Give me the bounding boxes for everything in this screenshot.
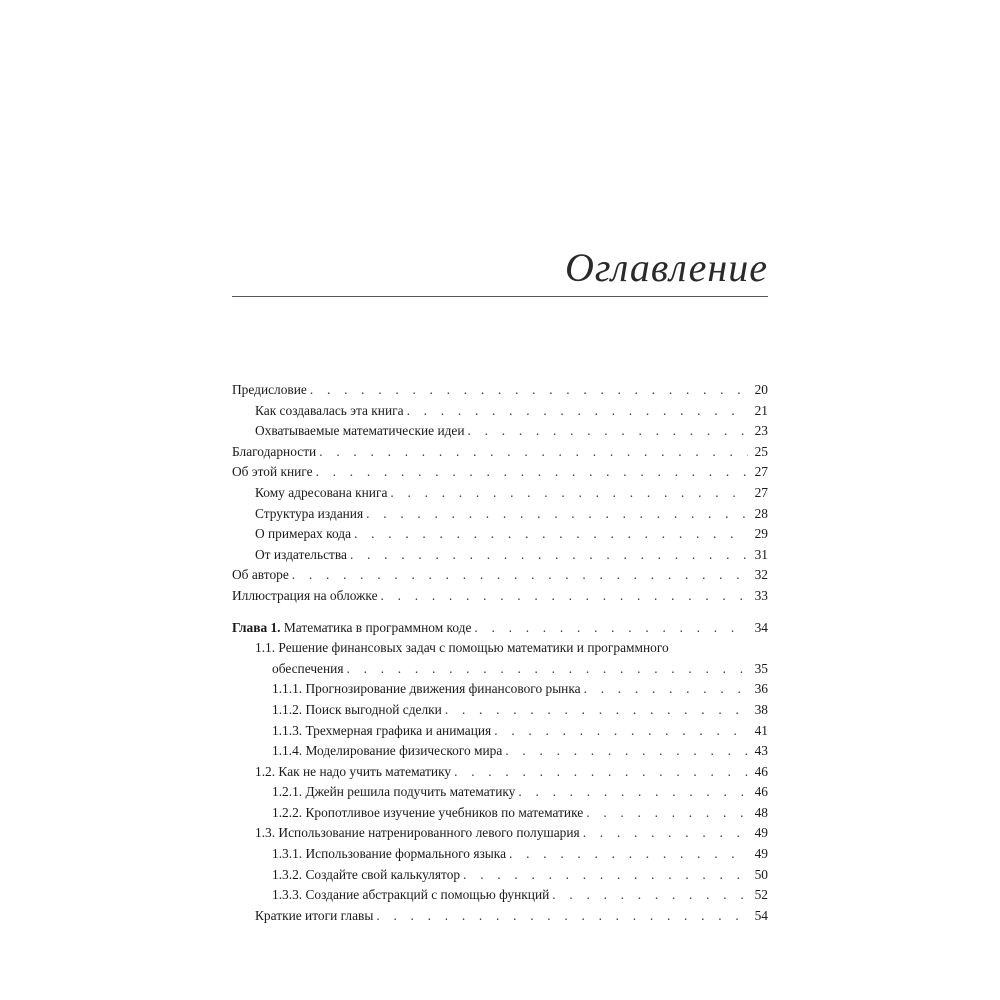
leader-dots [292, 565, 748, 586]
toc-entry[interactable] [232, 504, 768, 525]
toc-entry[interactable] [232, 782, 768, 803]
toc-page-number: 28 [754, 505, 768, 521]
leader-dots [354, 524, 748, 545]
toc-entry[interactable] [232, 483, 768, 504]
toc-entry[interactable] [232, 442, 768, 463]
leader-dots [445, 700, 748, 721]
leader-dots [505, 741, 748, 762]
toc-page [232, 0, 768, 1000]
toc-entry[interactable] [232, 762, 768, 783]
toc-entry-label: Об авторе [232, 567, 289, 583]
toc-entry[interactable] [232, 565, 768, 586]
toc-page-number: 46 [754, 763, 768, 779]
leader-dots [376, 906, 748, 927]
toc-page-number: 52 [754, 887, 768, 903]
toc-entry-label: 1.1.1. Прогнозирование движения финансового рынка [272, 681, 581, 697]
toc-entry-label: 1.1.2. Поиск выгодной сделки [272, 701, 442, 717]
toc-entry[interactable] [232, 586, 768, 607]
leader-dots [463, 865, 748, 886]
toc-entry[interactable] [232, 823, 768, 844]
table-of-contents [232, 380, 768, 926]
toc-entry-label: Кому адресована книга [255, 484, 388, 500]
toc-entry-label: О примерах кода [255, 526, 352, 542]
toc-entry[interactable] [232, 679, 768, 700]
toc-entry-label: Об этой книге [232, 464, 313, 480]
toc-page-number: 27 [754, 464, 768, 480]
toc-entry[interactable] [232, 906, 768, 927]
toc-page-number: 48 [754, 804, 768, 820]
toc-page-number: 21 [754, 402, 768, 418]
leader-dots [518, 782, 748, 803]
toc-page-number: 33 [754, 587, 768, 603]
toc-entry-label: 1.3.3. Создание абстракций с помощью функций [272, 887, 550, 903]
toc-entry[interactable] [232, 885, 768, 906]
page-title: Оглавление [564, 245, 768, 290]
toc-page-number: 49 [754, 825, 768, 841]
toc-page-number: 31 [754, 546, 768, 562]
toc-entry[interactable] [232, 741, 768, 762]
leader-dots [347, 659, 749, 680]
toc-entry[interactable] [232, 462, 768, 483]
toc-entry-label: 1.2. Как не надо учить математику [255, 763, 452, 779]
toc-entry-label [232, 618, 471, 639]
toc-entry[interactable] [232, 401, 768, 422]
chapter-prefix: Глава 1. [232, 619, 281, 635]
toc-entry-label: От издательства [255, 546, 347, 562]
toc-entry-label: 1.1.4. Моделирование физического мира [272, 743, 503, 759]
toc-entry[interactable] [232, 865, 768, 886]
leader-dots [390, 483, 748, 504]
toc-entry[interactable] [232, 803, 768, 824]
toc-page-number: 49 [754, 846, 768, 862]
toc-entry-label: 1.2.2. Кропотливое изучение учебников по математике [272, 804, 584, 820]
toc-page-number: 32 [754, 567, 768, 583]
leader-dots [319, 442, 748, 463]
toc-entry-label: 1.2.1. Джейн решила подучить математику [272, 784, 516, 800]
toc-entry-label: обеспечения [272, 660, 344, 676]
leader-dots [366, 504, 748, 525]
toc-page-number: 38 [754, 701, 768, 717]
leader-dots [552, 885, 748, 906]
toc-entry[interactable] [232, 380, 768, 401]
leader-dots [494, 721, 748, 742]
toc-entry-label: Как создавалась эта книга [255, 402, 404, 418]
toc-entry-label: Благодарности [232, 443, 317, 459]
toc-entry[interactable] [232, 700, 768, 721]
toc-entry-label: 1.3.2. Создайте свой калькулятор [272, 866, 461, 882]
leader-dots [584, 679, 748, 700]
toc-page-number: 54 [754, 907, 768, 923]
toc-entry[interactable] [232, 524, 768, 545]
title-rule [232, 296, 768, 297]
toc-entry-label: 1.1.3. Трехмерная графика и анимация [272, 722, 492, 738]
leader-dots [468, 421, 748, 442]
toc-entry[interactable] [232, 545, 768, 566]
toc-entry[interactable] [232, 721, 768, 742]
toc-page-number: 43 [754, 743, 768, 759]
leader-dots [381, 586, 748, 607]
toc-page-number: 35 [754, 660, 768, 676]
toc-page-number: 29 [754, 526, 768, 542]
leader-dots [407, 401, 748, 422]
toc-entry-label: Иллюстрация на обложке [232, 587, 378, 603]
toc-entry-label: 1.3. Использование натренированного левого полушария [255, 825, 580, 841]
toc-page-number: 41 [754, 722, 768, 738]
toc-page-number: 27 [754, 484, 768, 500]
leader-dots [310, 380, 748, 401]
toc-entry-label: Краткие итоги главы [255, 907, 374, 923]
leader-dots [350, 545, 748, 566]
leader-dots [474, 618, 748, 639]
toc-entry-label: Предисловие [232, 382, 307, 397]
leader-dots [454, 762, 748, 783]
chapter-title: Математика в программном коде [280, 619, 472, 635]
toc-entry[interactable] [232, 421, 768, 442]
toc-page-number: 23 [754, 423, 768, 439]
toc-page-number: 34 [754, 619, 768, 635]
toc-entry-label: Охватываемые математические идеи [255, 423, 465, 439]
toc-entry-label: 1.3.1. Использование формального языка [272, 846, 507, 862]
leader-dots [316, 462, 748, 483]
toc-page-number: 46 [754, 784, 768, 800]
toc-entry[interactable] [232, 659, 768, 680]
toc-entry-wrapped-line[interactable]: 1.1. Решение финансовых задач с помощью математики и программного [255, 640, 669, 656]
toc-entry[interactable] [232, 844, 768, 865]
toc-page-number: 20 [754, 382, 768, 397]
leader-dots [509, 844, 748, 865]
toc-page-number: 36 [754, 681, 768, 697]
leader-dots [583, 823, 748, 844]
toc-page-number: 50 [754, 866, 768, 882]
toc-chapter-entry[interactable] [232, 618, 768, 639]
toc-entry-label: Структура издания [255, 505, 364, 521]
leader-dots [586, 803, 748, 824]
toc-page-number: 25 [754, 443, 768, 459]
